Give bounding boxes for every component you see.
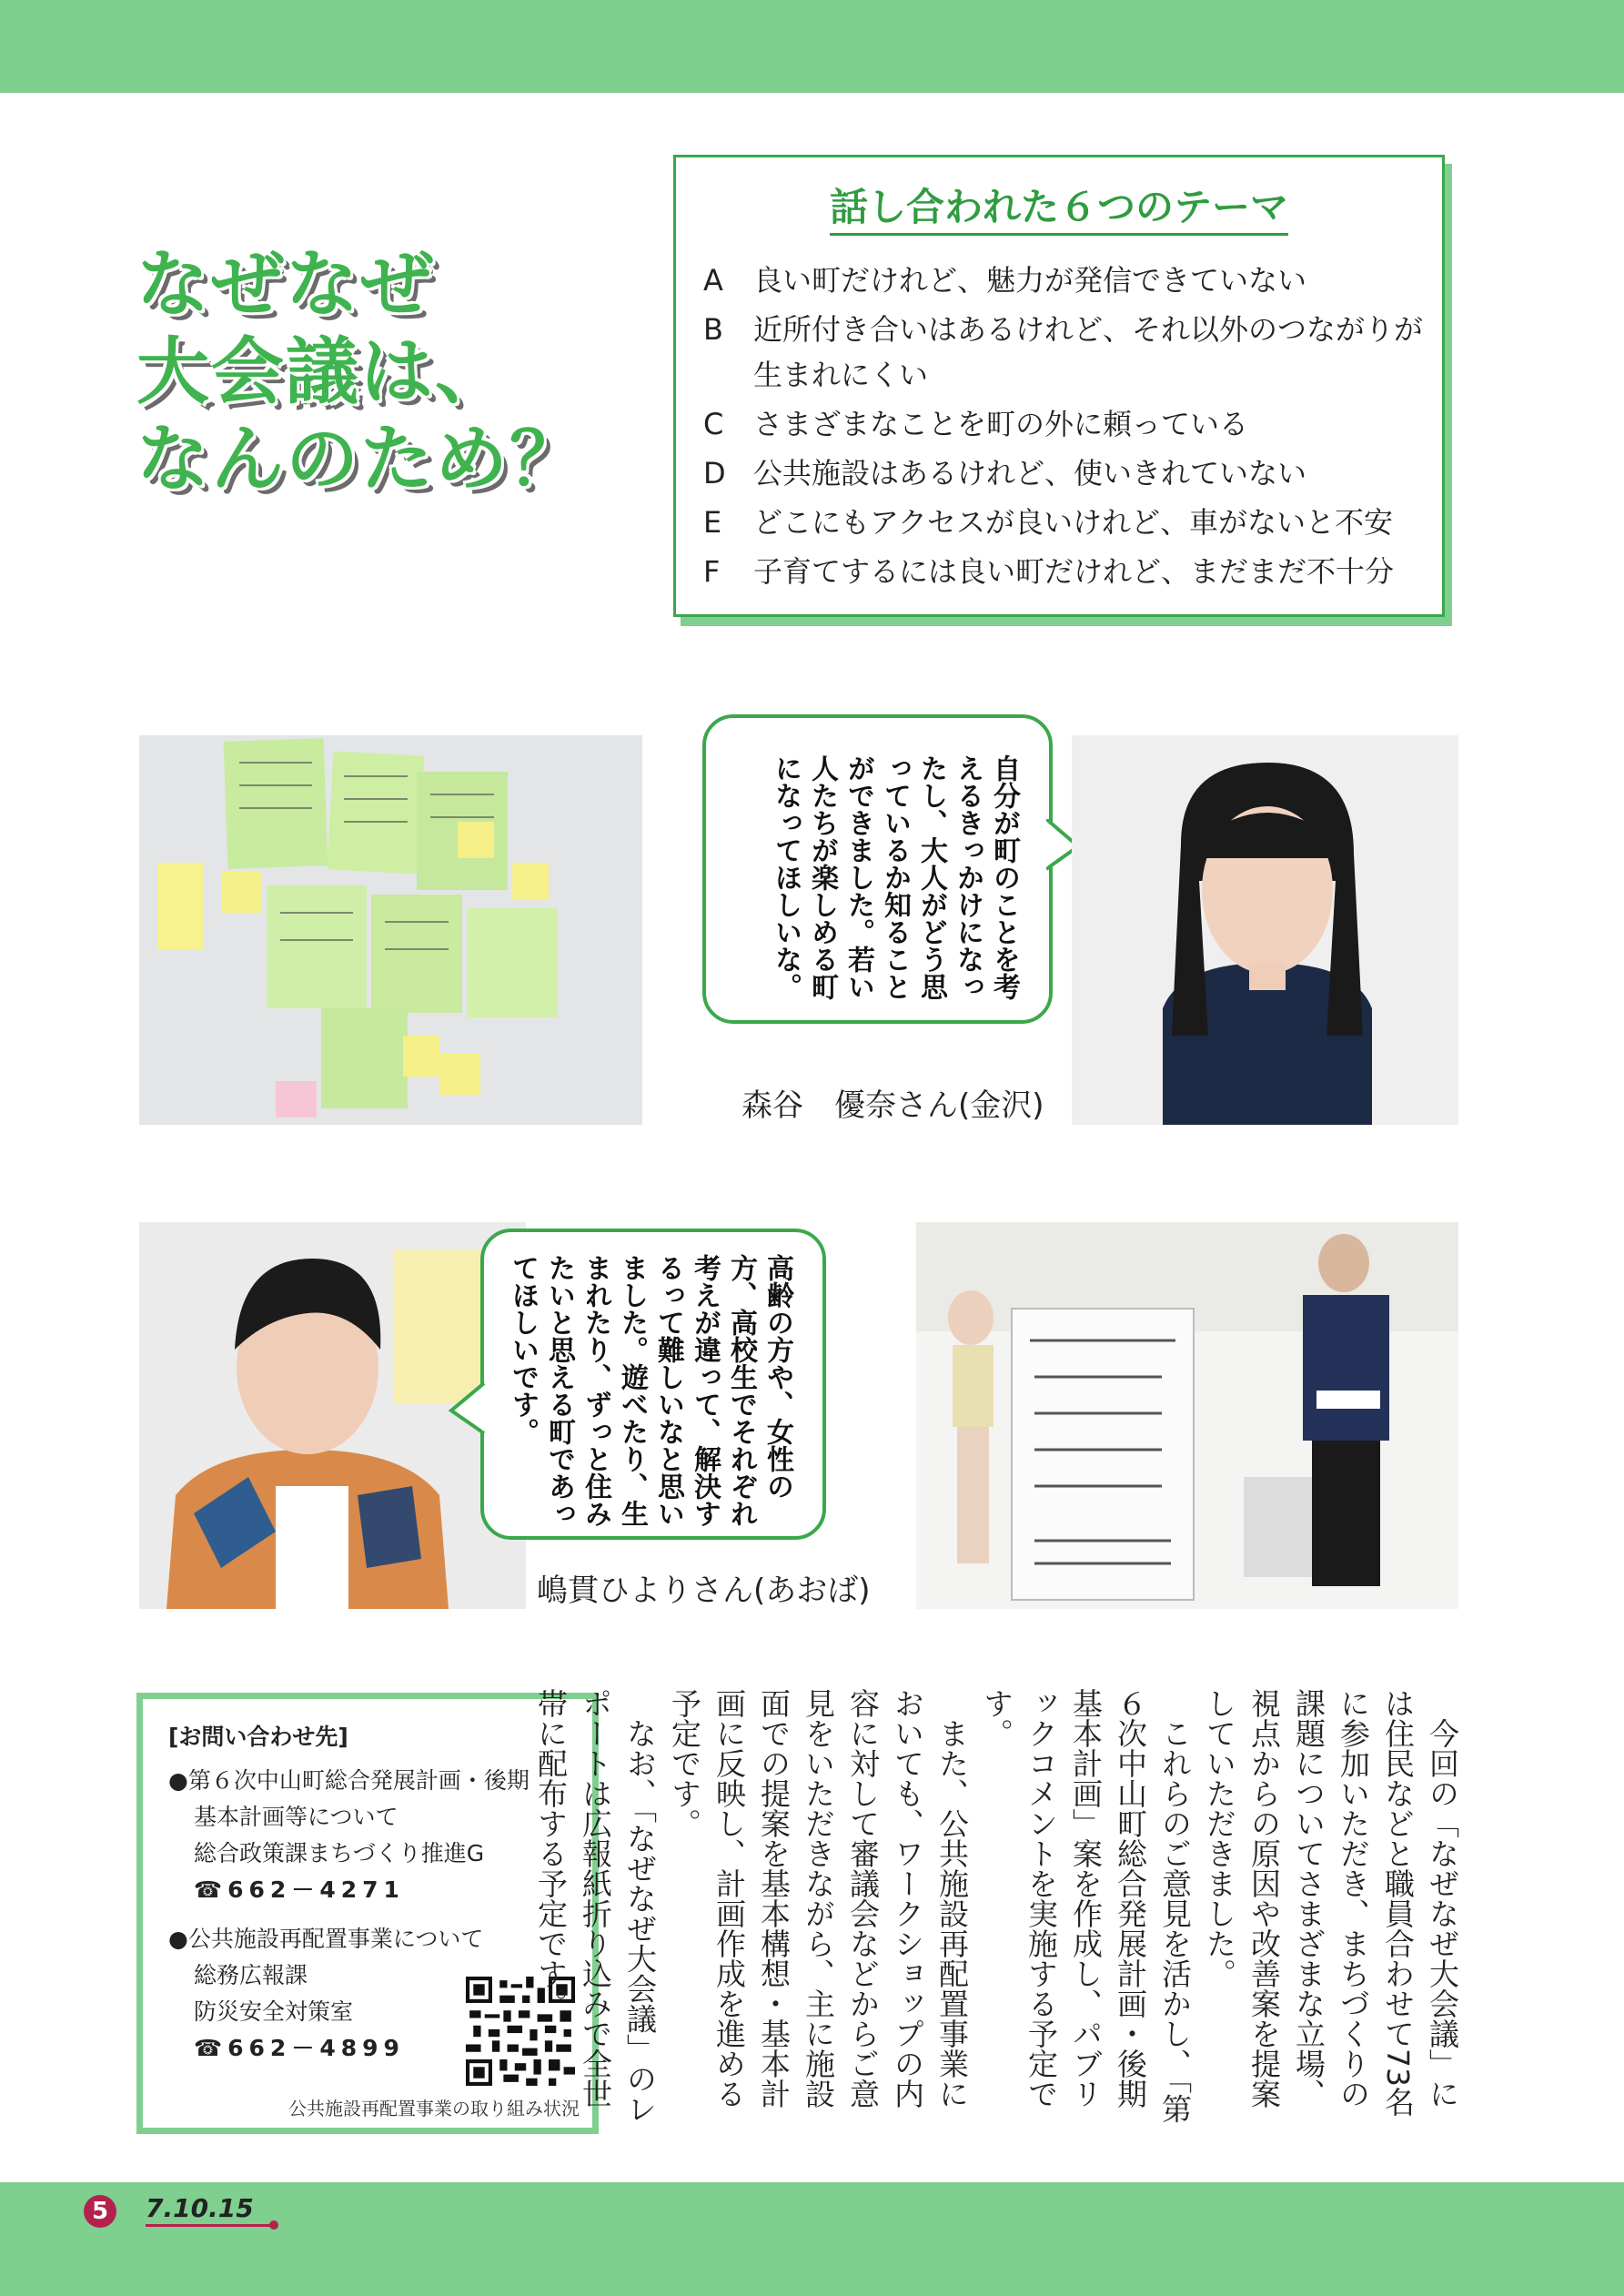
group-presentation-illustration <box>916 1222 1458 1609</box>
article-paragraph-3: また、公共施設再配置事業においても、ワークショップの内容に対して審議会などからご意見をいただきながら、主に施設面での提案を基本構想・基本計画に反映し、計画作成を進める予定です。 <box>667 1688 970 2109</box>
theme-item-b: B 近所付き合いはあるけれど、それ以外のつながりが生まれにくい <box>703 312 1424 392</box>
contact-heading: [お問い合わせ先] <box>168 1724 348 1750</box>
qr-caption: 公共施設再配置事業の取り組み状況 <box>288 2098 580 2119</box>
top-band <box>0 0 1624 93</box>
issue-date: 7.10.15 <box>146 2193 254 2223</box>
contact-phone-1: ☎662－4271 <box>194 1876 405 1903</box>
speech-bubble-2 <box>480 1229 826 1540</box>
speech-bubble-1 <box>702 714 1053 1024</box>
group-presentation-photo <box>916 1222 1458 1609</box>
theme-item-c: C さまざまなことを町の外に頼っている <box>703 407 1249 441</box>
themes-box <box>673 155 1445 617</box>
quote-text-1: 自分が町のことを考えるきっかけになったし、大人がどう思っているか知ることができました。若い人たちが楽しめる町になってほしいな。 <box>770 754 1020 1000</box>
footer-dot <box>269 2220 278 2230</box>
quote-text-2: 高齢の方や、女性の方、高校生でそれぞれ考えが違って、解決するって難しいなと思いました。遊べたり、生まれたり、ずっと住みたいと思える町であってほしいです。 <box>507 1254 793 1527</box>
contact-topic-1: ●第６次中山町総合発展計画・後期 <box>168 1767 530 1794</box>
quote-name-2: 嶋貫ひよりさん(あおば) <box>537 1573 871 1609</box>
worksheet-board-photo <box>139 735 642 1125</box>
title-line-2: 大会議は、 <box>136 329 509 414</box>
article-paragraph-1: 今回の「なぜなぜ大会議」には住民などと職員合わせて73名に参加いただき、まちづくりの課題についてさまざまな立場、視点からの原因や改善案を提案していただきました。 <box>1202 1688 1460 2117</box>
themes-heading: 話し合われた６つのテーマ <box>676 177 1442 232</box>
article-paragraph-2: これらのご意見を活かし、「第６次中山町総合発展計画・後期基本計画」案を作成し、パブリックコメントを実施する予定です。 <box>979 1688 1193 2124</box>
theme-item-e: E どこにもアクセスが良いけれど、車がないと不安 <box>703 505 1394 540</box>
quote-name-1: 森谷 優奈さん(金沢) <box>741 1087 1044 1124</box>
title-line-1: なぜなぜ <box>136 242 435 327</box>
contact-topic-2: ●公共施設再配置事業について <box>168 1926 484 1952</box>
theme-item-d: D 公共施設はあるけれど、使いきれていない <box>703 456 1307 491</box>
contact-topic-1-line2: 基本計画等について <box>194 1804 398 1830</box>
speech-bubble-tail-2 <box>448 1383 486 1438</box>
contact-dept-1: 総合政策課まちづくり推進G <box>194 1840 485 1866</box>
page-number-badge: 5 <box>84 2195 116 2228</box>
themes-list <box>703 258 1431 598</box>
portrait-photo-1 <box>1072 735 1458 1125</box>
contact-dept-2b: 防災安全対策室 <box>194 1998 354 2025</box>
theme-item-f: F 子育てするには良い町だけれど、まだまだ不十分 <box>703 554 1395 589</box>
contact-phone-2: ☎662－4899 <box>194 2035 405 2061</box>
article-body <box>533 1688 1465 2134</box>
theme-item-a: A 良い町だけれど、魅力が発信できていない <box>703 263 1307 298</box>
footer-underline <box>146 2224 273 2227</box>
portrait-illustration-1 <box>1072 735 1458 1125</box>
worksheet-board-illustration <box>139 735 642 1125</box>
article-paragraph-4: なお、「なぜなぜ大会議」のレポートは広報紙折り込みで全世帯に配布する予定です。 <box>533 1688 658 2124</box>
contact-dept-2a: 総務広報課 <box>194 1962 308 1988</box>
title-line-3: なんのため？ <box>136 417 584 501</box>
page-title <box>136 241 646 503</box>
